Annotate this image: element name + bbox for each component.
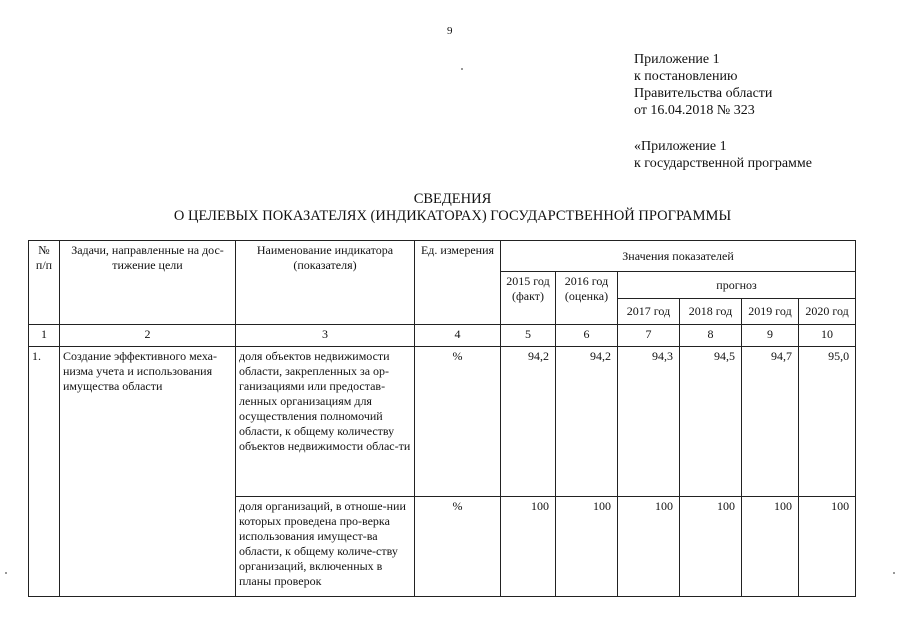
program-appendix-line: к государственной программе	[634, 156, 812, 171]
header-2020: 2020 год	[799, 299, 856, 325]
column-number: 10	[799, 325, 856, 347]
row-value: 94,3	[618, 347, 680, 497]
column-number: 8	[680, 325, 742, 347]
program-appendix	[634, 138, 812, 172]
table-row	[29, 347, 856, 497]
row-value: 94,2	[501, 347, 556, 497]
column-number: 4	[415, 325, 501, 347]
header-values: Значения показателей	[501, 241, 856, 272]
scan-speck	[893, 572, 895, 574]
row-value: 100	[680, 497, 742, 597]
row-unit: %	[415, 347, 501, 497]
appendix-header	[634, 51, 772, 119]
document-title	[0, 191, 905, 225]
header-forecast: прогноз	[618, 272, 856, 299]
row-value: 95,0	[799, 347, 856, 497]
row-value: 100	[742, 497, 799, 597]
title-line-1: СВЕДЕНИЯ	[413, 191, 492, 207]
column-number: 2	[60, 325, 236, 347]
page-number: 9	[447, 25, 453, 37]
row-indicator: доля объектов недвижимости области, закрепленных за ор-ганизациями или предостав-ленных организациям для осуществления полномочий области, к общему количеству объектов недвижимости облас-ти	[236, 347, 415, 497]
row-task: Создание эффективного меха-низма учета и использования имущества области	[60, 347, 236, 597]
header-tasks: Задачи, направленные на дос-тижение цели	[60, 241, 236, 325]
header-2015: 2015 год (факт)	[501, 272, 556, 325]
column-number: 5	[501, 325, 556, 347]
column-number: 3	[236, 325, 415, 347]
row-num: 1.	[29, 347, 60, 597]
column-number: 7	[618, 325, 680, 347]
header-2018: 2018 год	[680, 299, 742, 325]
appendix-line: от 16.04.2018 № 323	[634, 103, 755, 118]
row-value: 100	[799, 497, 856, 597]
appendix-line: Приложение 1	[634, 52, 720, 67]
header-indicator: Наименование индикатора (показателя)	[236, 241, 415, 325]
header-unit: Ед. измерения	[415, 241, 501, 325]
column-number: 1	[29, 325, 60, 347]
header-2017: 2017 год	[618, 299, 680, 325]
row-value: 100	[618, 497, 680, 597]
appendix-line: к постановлению	[634, 69, 738, 84]
appendix-line: Правительства области	[634, 86, 773, 101]
indicators-table	[28, 240, 856, 597]
scan-speck	[461, 68, 463, 70]
program-appendix-line: «Приложение 1	[634, 139, 727, 154]
row-value: 94,2	[556, 347, 618, 497]
row-indicator: доля организаций, в отноше-нии которых проведена про-верка использования имущест-ва области, к общему количе-ству организаций, включенных в планы проверок	[236, 497, 415, 597]
scan-speck	[5, 572, 7, 574]
row-unit: %	[415, 497, 501, 597]
header-2019: 2019 год	[742, 299, 799, 325]
column-number: 9	[742, 325, 799, 347]
header-num: № п/п	[29, 241, 60, 325]
row-value: 100	[501, 497, 556, 597]
row-value: 94,7	[742, 347, 799, 497]
column-number: 6	[556, 325, 618, 347]
title-line-2: О ЦЕЛЕВЫХ ПОКАЗАТЕЛЯХ (ИНДИКАТОРАХ) ГОСУДАРСТВЕННОЙ ПРОГРАММЫ	[173, 208, 732, 224]
header-2016: 2016 год (оценка)	[556, 272, 618, 325]
row-value: 100	[556, 497, 618, 597]
row-value: 94,5	[680, 347, 742, 497]
